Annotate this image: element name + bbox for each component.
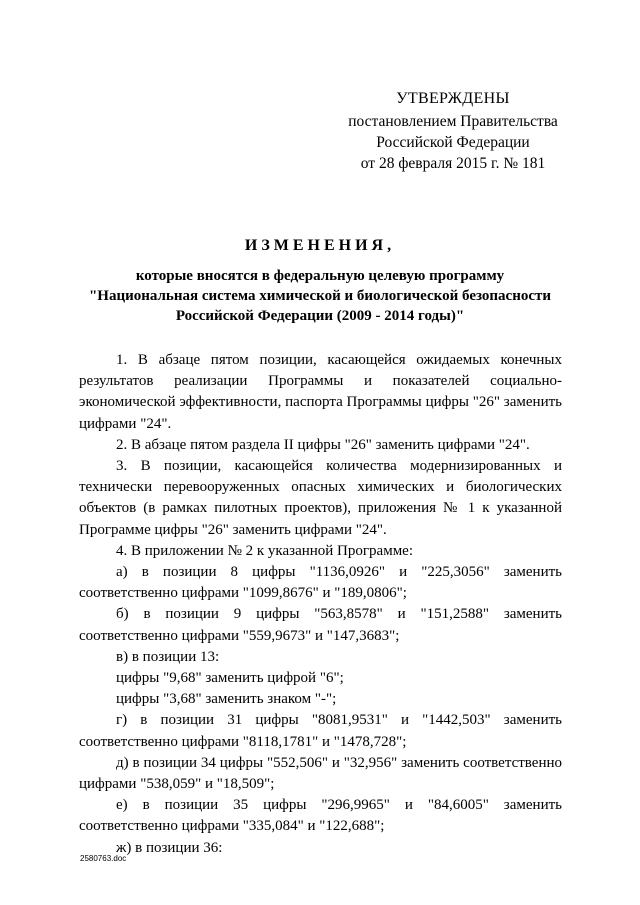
document-body bbox=[79, 350, 562, 859]
subtitle-line-3: Российской Федерации (2009 - 2014 годы)" bbox=[175, 308, 465, 324]
item-g-line-2: соответственно цифрами "8118,1781" и "1478,728"; bbox=[79, 733, 407, 750]
item-e-line-2: соответственно цифрами "335,084" и "122,688"; bbox=[79, 818, 385, 835]
file-name-footer: 2580763.doc bbox=[80, 854, 127, 863]
approval-line-1: постановлением Правительства bbox=[348, 113, 558, 130]
item-v-sub-1: цифры "9,68" заменить цифрой "6"; bbox=[116, 670, 344, 687]
item-g-line-1: г) в позиции 31 цифры "8081,9531" и "1442,503" заменить bbox=[116, 712, 562, 729]
approval-line-3: от 28 февраля 2015 г. № 181 bbox=[360, 155, 546, 172]
document-subtitle bbox=[60, 266, 580, 326]
document-title: ИЗМЕНЕНИЯ, bbox=[244, 237, 396, 254]
approval-block bbox=[338, 88, 568, 174]
paragraph-2: 2. В абзаце пятом раздела II цифры "26" заменить цифрами "24". bbox=[116, 436, 530, 453]
item-v-sub-2: цифры "3,68" заменить знаком "-"; bbox=[116, 691, 337, 708]
paragraph-4: 4. В приложении № 2 к указанной Программе: bbox=[116, 542, 414, 559]
item-e-line-1: е) в позиции 35 цифры "296,9965" и "84,6005" заменить bbox=[116, 797, 562, 814]
item-b-line-1: б) в позиции 9 цифры "563,8578" и "151,2588" заменить bbox=[116, 606, 562, 623]
paragraph-1: 1. В абзаце пятом позиции, касающейся ожидаемых конечных результатов реализации Программы и показателей социально-экономической эффективности, паспорта Программы цифры "26" заменить цифрами "24". bbox=[79, 352, 562, 432]
approval-line-2: Российской Федерации bbox=[376, 134, 530, 151]
item-zh: ж) в позиции 36: bbox=[116, 839, 223, 856]
subtitle-line-2: "Национальная система химической и биологической безопасности bbox=[88, 288, 552, 304]
item-b-line-2: соответственно цифрами "559,9673" и "147,3683"; bbox=[79, 627, 400, 644]
item-a-line-1: а) в позиции 8 цифры "1136,0926" и "225,3056" заменить bbox=[116, 564, 562, 581]
item-v: в) в позиции 13: bbox=[116, 648, 220, 665]
approval-heading: УТВЕРЖДЕНЫ bbox=[396, 90, 510, 107]
subtitle-line-1: которые вносятся в федеральную целевую программу bbox=[135, 268, 505, 284]
item-a-line-2: соответственно цифрами "1099,8676" и "189,0806"; bbox=[79, 585, 407, 602]
paragraph-3: 3. В позиции, касающейся количества модернизированных и технически перевооруженных опасных химических и биологических объектов (в рамках пилотных проектов), приложения № 1 к указанной Программе цифры "26" заменить цифрами "24". bbox=[79, 458, 562, 538]
item-d: д) в позиции 34 цифры "552,506" и "32,956" заменить соответственно цифрами "538,059" и "18,509"; bbox=[79, 754, 562, 793]
